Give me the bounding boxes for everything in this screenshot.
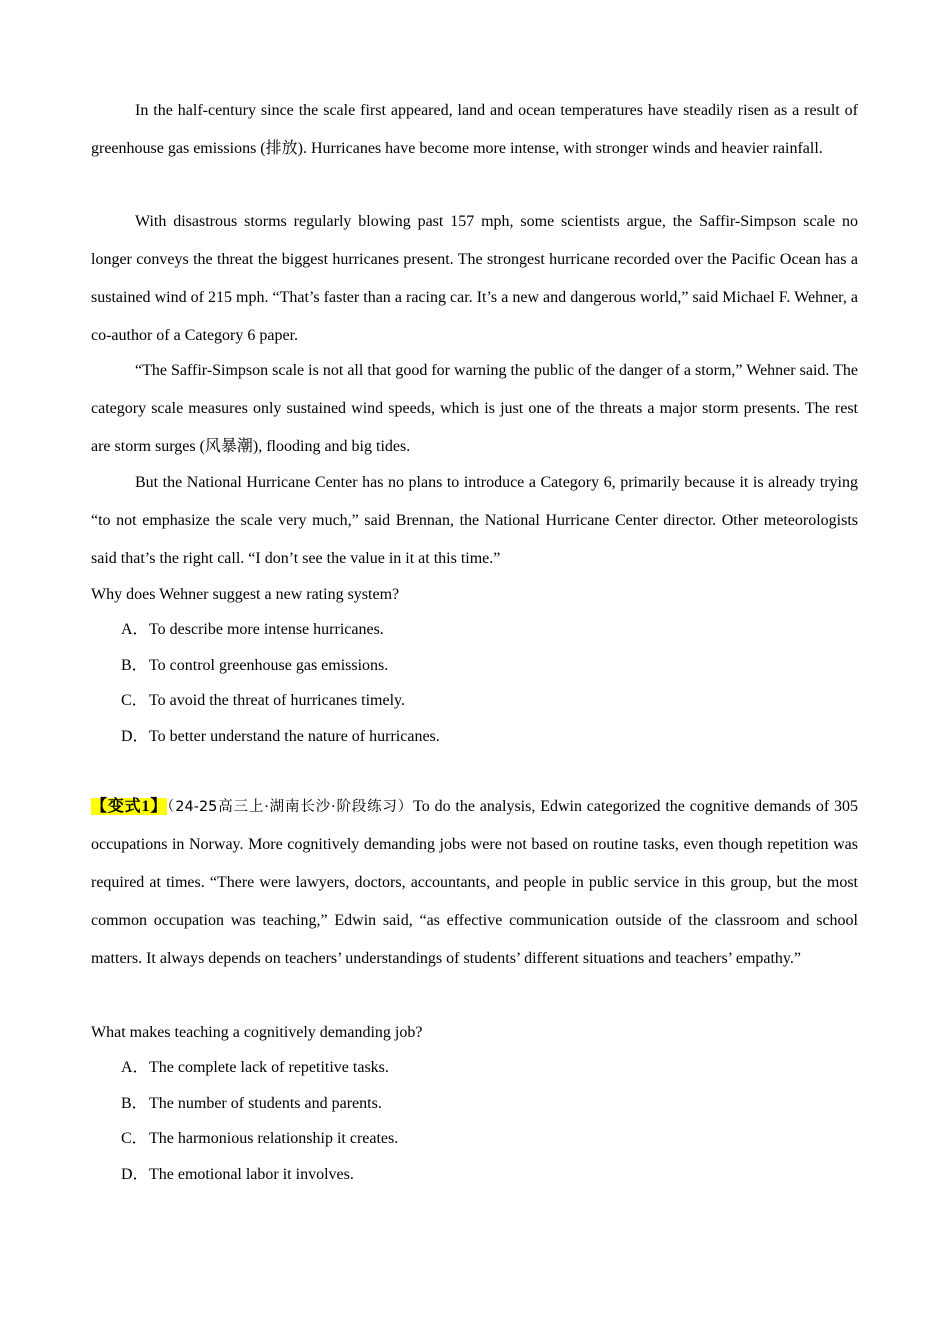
passage1-option-a bbox=[121, 619, 384, 641]
option-letter: A． bbox=[121, 1059, 149, 1076]
passage1-option-c bbox=[121, 690, 405, 712]
passage2-option-d bbox=[121, 1164, 354, 1186]
passage1-option-b bbox=[121, 655, 388, 677]
passage1-question: Why does Wehner suggest a new rating system? bbox=[91, 586, 400, 603]
option-letter: D． bbox=[121, 728, 149, 745]
passage2-option-b bbox=[121, 1093, 382, 1115]
passage1-paragraph-1: In the half-century since the scale first appeared, land and ocean temperatures have steadily risen as a result of greenhouse gas emissions (排放). Hurricanes have become more intense, with stronger winds and heavier rainfall. bbox=[91, 102, 858, 157]
passage1-paragraph-4: But the National Hurricane Center has no plans to introduce a Category 6, primarily because it is already trying “to not emphasize the scale very much,” said Brennan, the National Hurricane Center director. Other meteorologists said that’s the right call. “I don’t see the value in it at this time.” bbox=[91, 474, 858, 567]
option-text: The emotional labor it involves. bbox=[149, 1166, 354, 1183]
option-letter: B． bbox=[121, 657, 148, 674]
variant-tag: 【变式1】 bbox=[91, 798, 168, 815]
passage1-option-d bbox=[121, 726, 440, 748]
option-letter: A． bbox=[121, 621, 149, 638]
option-text: To control greenhouse gas emissions. bbox=[149, 657, 389, 674]
passage2-text: To do the analysis, Edwin categorized the cognitive demands of 305 occupations in Norway. More cognitively demanding jobs were not based on routine tasks, even though repetition was required at times. “There were lawyers, doctors, accountants, and people in public service in this group, but the most common occupation was teaching,” Edwin said, “as effective communication outside of the classroom and school matters. It always depends on teachers’ understandings of students’ different situations and teachers’ empathy.” bbox=[91, 798, 858, 967]
option-letter: C． bbox=[121, 692, 148, 709]
option-letter: B． bbox=[121, 1095, 148, 1112]
option-text: To describe more intense hurricanes. bbox=[149, 621, 384, 638]
passage1-paragraph-3: “The Saffir-Simpson scale is not all that good for warning the public of the danger of a storm,” Wehner said. The category scale measures only sustained wind speeds, which is just one of the threats a major storm presents. The rest are storm surges (风暴潮), flooding and big tides. bbox=[91, 362, 858, 455]
option-text: The harmonious relationship it creates. bbox=[149, 1130, 399, 1147]
option-letter: C． bbox=[121, 1130, 148, 1147]
option-text: The number of students and parents. bbox=[149, 1095, 382, 1112]
option-text: The complete lack of repetitive tasks. bbox=[149, 1059, 389, 1076]
option-text: To better understand the nature of hurricanes. bbox=[149, 728, 440, 745]
passage1-paragraph-2: With disastrous storms regularly blowing past 157 mph, some scientists argue, the Saffir-Simpson scale no longer conveys the threat the biggest hurricanes present. The strongest hurricane recorded over the Pacific Ocean has a sustained wind of 215 mph. “That’s faster than a racing car. It’s a new and dangerous world,” said Michael F. Wehner, a co-author of a Category 6 paper. bbox=[91, 213, 858, 344]
passage2-option-a bbox=[121, 1057, 389, 1079]
passage2-option-c bbox=[121, 1128, 398, 1150]
option-letter: D． bbox=[121, 1166, 149, 1183]
option-text: To avoid the threat of hurricanes timely. bbox=[149, 692, 405, 709]
passage2-paragraph bbox=[91, 788, 858, 978]
passage2-question: What makes teaching a cognitively demanding job? bbox=[91, 1024, 423, 1041]
source-note: （24-25高三上·湖南长沙·阶段练习） bbox=[167, 799, 414, 815]
